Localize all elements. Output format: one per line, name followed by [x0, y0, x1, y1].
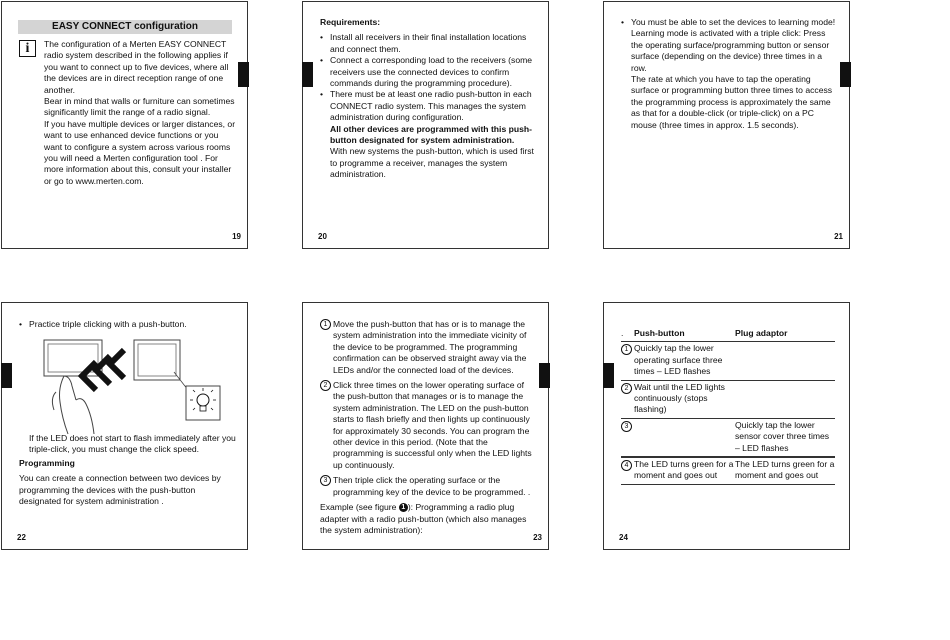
table-cell	[735, 380, 835, 418]
paragraph: You can create a connection between two devices by programming the devices with the push-button designated for system administration .	[19, 473, 221, 507]
page-number: 21	[834, 232, 843, 241]
page-19	[1, 1, 248, 249]
row-dot: .	[621, 328, 624, 338]
info-icon: i	[19, 40, 36, 57]
step-item	[320, 319, 538, 376]
table-row	[621, 342, 835, 380]
led-note: If the LED does not start to flash immediately after you triple-click, you must change the click speed.	[29, 433, 236, 455]
p20-body	[320, 17, 538, 185]
page-21	[603, 1, 850, 249]
table-wrap	[621, 327, 835, 485]
p22-lower	[19, 433, 237, 507]
step-text: Move the push-button that has or is to manage the system administration into the immediate vicinity of the device to be programmed. The programming confirmation can be observed straight away via the LEDs and/or the connected load of the devices.	[333, 319, 527, 375]
col-push-button: Push-button	[634, 328, 685, 338]
bullet-item	[320, 89, 538, 180]
p19-body	[44, 39, 238, 187]
section-heading	[18, 20, 232, 34]
table-cell	[735, 342, 835, 380]
step-number: 4	[621, 460, 632, 471]
table-cell	[621, 418, 735, 457]
bullet-text: • There must be at least one radio push-button in each CONNECT radio system. This manages the system administration during configuration.	[330, 89, 532, 123]
bullet-item: • Connect a corresponding load to the receivers (some receivers use the connected devices to confirm commands during the programming procedure).	[320, 55, 538, 89]
thumb-tab	[302, 62, 313, 87]
bullet-item: • Install all receivers in their final installation locations and connect them.	[320, 32, 538, 55]
page-24	[603, 302, 850, 550]
p21-body	[621, 17, 836, 135]
step-item	[320, 475, 538, 498]
bullet-item	[621, 17, 836, 131]
table-cell: The LED turns green for a moment and goes out	[735, 457, 835, 484]
step-number: 1	[621, 344, 632, 355]
paragraph: If you have multiple devices or larger distances, or want to use enhanced device functions or you want to configure a system across various rooms you will need a Merten configuration tool . For more information about this, consult your installer or go to www.merten.com.	[44, 118, 236, 186]
table-cell	[621, 342, 735, 380]
bullet-item: • Practice triple clicking with a push-button.	[19, 319, 237, 330]
step-text: Then triple click the operating surface or the programming key of the device to be programmed. .	[333, 475, 531, 497]
page-number: 19	[232, 232, 241, 241]
table-cell	[621, 380, 735, 418]
paragraph: Bear in mind that walls or furniture can sometimes significantly limit the range of a radio signal.	[44, 96, 235, 118]
step-number: 3	[320, 475, 331, 486]
p23-body	[320, 319, 538, 536]
table-row	[621, 380, 835, 418]
cell-text: The LED turns green for a moment and goes out	[634, 459, 734, 481]
page-22	[1, 302, 248, 550]
figure-marker: 1	[399, 503, 408, 512]
page-23	[302, 302, 549, 550]
page-number: 20	[318, 232, 327, 241]
table-cell	[621, 457, 735, 484]
heading-text: EASY CONNECT configuration	[52, 21, 198, 32]
header-cell	[621, 327, 735, 342]
col-plug-adaptor: Plug adaptor	[735, 327, 835, 342]
paragraph: The configuration of a Merten EASY CONNECT radio system described in the following applies if you want to connect up to five devices, where all the devices are in direct reception range of one another.	[44, 39, 229, 95]
paragraph: Learning mode is activated with a triple click: Press the operating surface/programming button or sensor surface (depending on the device) three times in a row.	[631, 28, 830, 73]
page-number: 24	[619, 533, 628, 542]
step-number: 2	[621, 383, 632, 394]
triple-click-illustration	[38, 336, 228, 436]
step-item	[320, 380, 538, 471]
page-20	[302, 1, 549, 249]
page-number: 23	[533, 533, 542, 542]
step-number: 2	[320, 380, 331, 391]
bold-note: All other devices are programmed with this push-button designated for system administration.	[330, 123, 532, 146]
requirements-title: Requirements:	[320, 17, 381, 27]
page-number: 22	[17, 533, 26, 542]
bullet-text: • You must be able to set the devices to learning mode!	[631, 17, 836, 27]
example-text	[320, 502, 538, 536]
example-lead: Example (see figure	[320, 502, 399, 513]
cell-text: Quickly tap the lower operating surface three times – LED flashes	[634, 343, 723, 377]
paragraph: The rate at which you have to tap the operating surface or programming button three times to access the programming process is approximately the same as that for a double-click (or triple-click) on a PC mouse (three times in approx. 1.5 seconds).	[631, 74, 833, 130]
bullet-text: With new systems the push-button, which is used first to programme a receiver, manages the system administration.	[330, 146, 534, 180]
step-number: 1	[320, 319, 331, 330]
cell-text: Wait until the LED lights continuously (stops flashing)	[634, 381, 725, 415]
example-rest: ): Programming a radio plug adapter with a radio push-button (which also manages the system administration):	[320, 502, 527, 535]
p22-bullet	[19, 319, 237, 330]
thumb-tab	[840, 62, 851, 87]
table-row	[621, 418, 835, 457]
thumb-tab	[539, 363, 550, 388]
table-row	[621, 457, 835, 484]
thumb-tab	[1, 363, 12, 388]
table-cell: Quickly tap the lower sensor cover three times – LED flashes	[735, 418, 835, 457]
programming-heading: Programming	[19, 457, 75, 468]
step-number: 3	[621, 421, 632, 432]
thumb-tab	[238, 62, 249, 87]
step-text: Click three times on the lower operating surface of the push-button that manages or is to manage the system administration. The LED on the push-button starts to flash briefly and then lights up continuously for approximately 30 seconds. You can program the other device in this period. (Note that the programming is successful only when the LED lights up continuously.	[333, 380, 532, 470]
programming-table	[621, 327, 835, 485]
table-header-row	[621, 327, 835, 342]
thumb-tab	[603, 363, 614, 388]
